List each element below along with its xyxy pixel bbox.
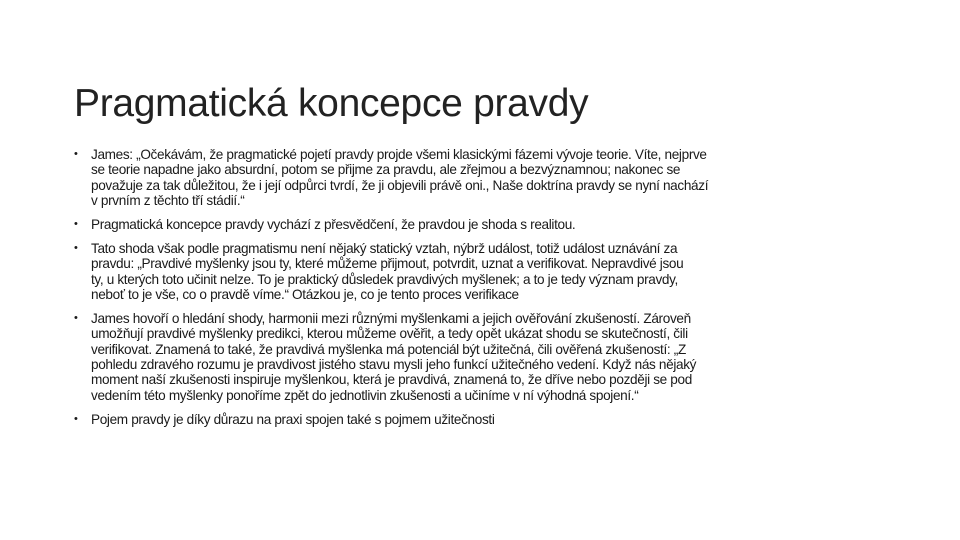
- bullet-text-line: Pragmatická koncepce pravdy vychází z přesvědčení, že pravdou je shoda s realitou.: [91, 216, 576, 232]
- bullet-text-line: vedením této myšlenky ponoříme zpět do jednotlivin zkušenosti a učiníme v ní výhodná spojení.“: [91, 387, 639, 403]
- bullet-dot-icon: •: [74, 217, 78, 230]
- slide-title: Pragmatická koncepce pravdy: [74, 82, 589, 126]
- bullet-text-line: moment naší zkušenosti inspiruje myšlenkou, která je pravdivá, znamená to, že dříve nebo později se pod: [91, 372, 692, 388]
- bullet-dot-icon: •: [74, 312, 78, 325]
- bullet-text-line: se teorie napadne jako absurdní, potom se přijme za pravdu, ale zřejmou a bezvýznamnou; nakonec se: [91, 162, 681, 178]
- bullet-text-line: ty, u kterých toto učinit nelze. To je praktický důsledek pravdivých myšlenek; a to je tedy význam pravdy,: [91, 271, 678, 287]
- bullet-item: [74, 412, 894, 427]
- bullet-dot-icon: •: [74, 148, 78, 160]
- bullet-text-line: pravdu: „Pravdivé myšlenky jsou ty, které můžeme přijmout, potvrdit, uznat a verifikovat. Nepravdivé jsou: [91, 256, 684, 272]
- bullet-text-line: James: „Očekávám, že pragmatické pojetí pravdy projde všemi klasickými fázemi vývoje teorie. Víte, nejprve: [91, 147, 707, 162]
- bullet-text-line: Pojem pravdy je díky důrazu na praxi spojen také s pojmem užitečnosti: [91, 411, 495, 427]
- bullet-text-line: umožňují pravdivé myšlenky predikci, kterou můžeme ověřit, a tedy opět ukázat shodu se skutečností, čili: [91, 326, 688, 342]
- bullet-text-line: neboť to je vše, co o pravdě víme.“ Otázkou je, co je tento proces verifikace: [91, 286, 519, 302]
- bullet-item: [74, 241, 894, 302]
- bullet-text-line: Tato shoda však podle pragmatismu není nějaký statický vztah, nýbrž událost, totiž událost uznávání za: [91, 241, 678, 257]
- bullet-text-line: považuje za tak důležitou, že i její odpůrci tvrdí, že ji objevili právě oni., Naše doktrína pravdy se nyní nachází: [91, 177, 709, 193]
- bullet-dot-icon: •: [74, 412, 78, 425]
- bullet-list: [74, 147, 894, 436]
- bullet-item: [74, 217, 894, 232]
- bullet-item: [74, 311, 894, 403]
- bullet-text-line: James hovoří o hledání shody, harmonii mezi různými myšlenkami a jejich ověřování zkušeností. Zároveň: [91, 311, 691, 327]
- bullet-item: [74, 147, 894, 208]
- bullet-dot-icon: •: [74, 242, 78, 255]
- bullet-text-line: v prvním z těchto tří stádií.“: [91, 192, 245, 208]
- bullet-text-line: verifikovat. Znamená to také, že pravdivá myšlenka má potenciál být užitečná, čili ověřená zkušeností: „Z: [91, 341, 686, 357]
- bullet-text-line: pohledu zdravého rozumu je pravdivost jistého stavu mysli jeho funkcí užitečného vedení. Když nás nějaký: [91, 356, 697, 372]
